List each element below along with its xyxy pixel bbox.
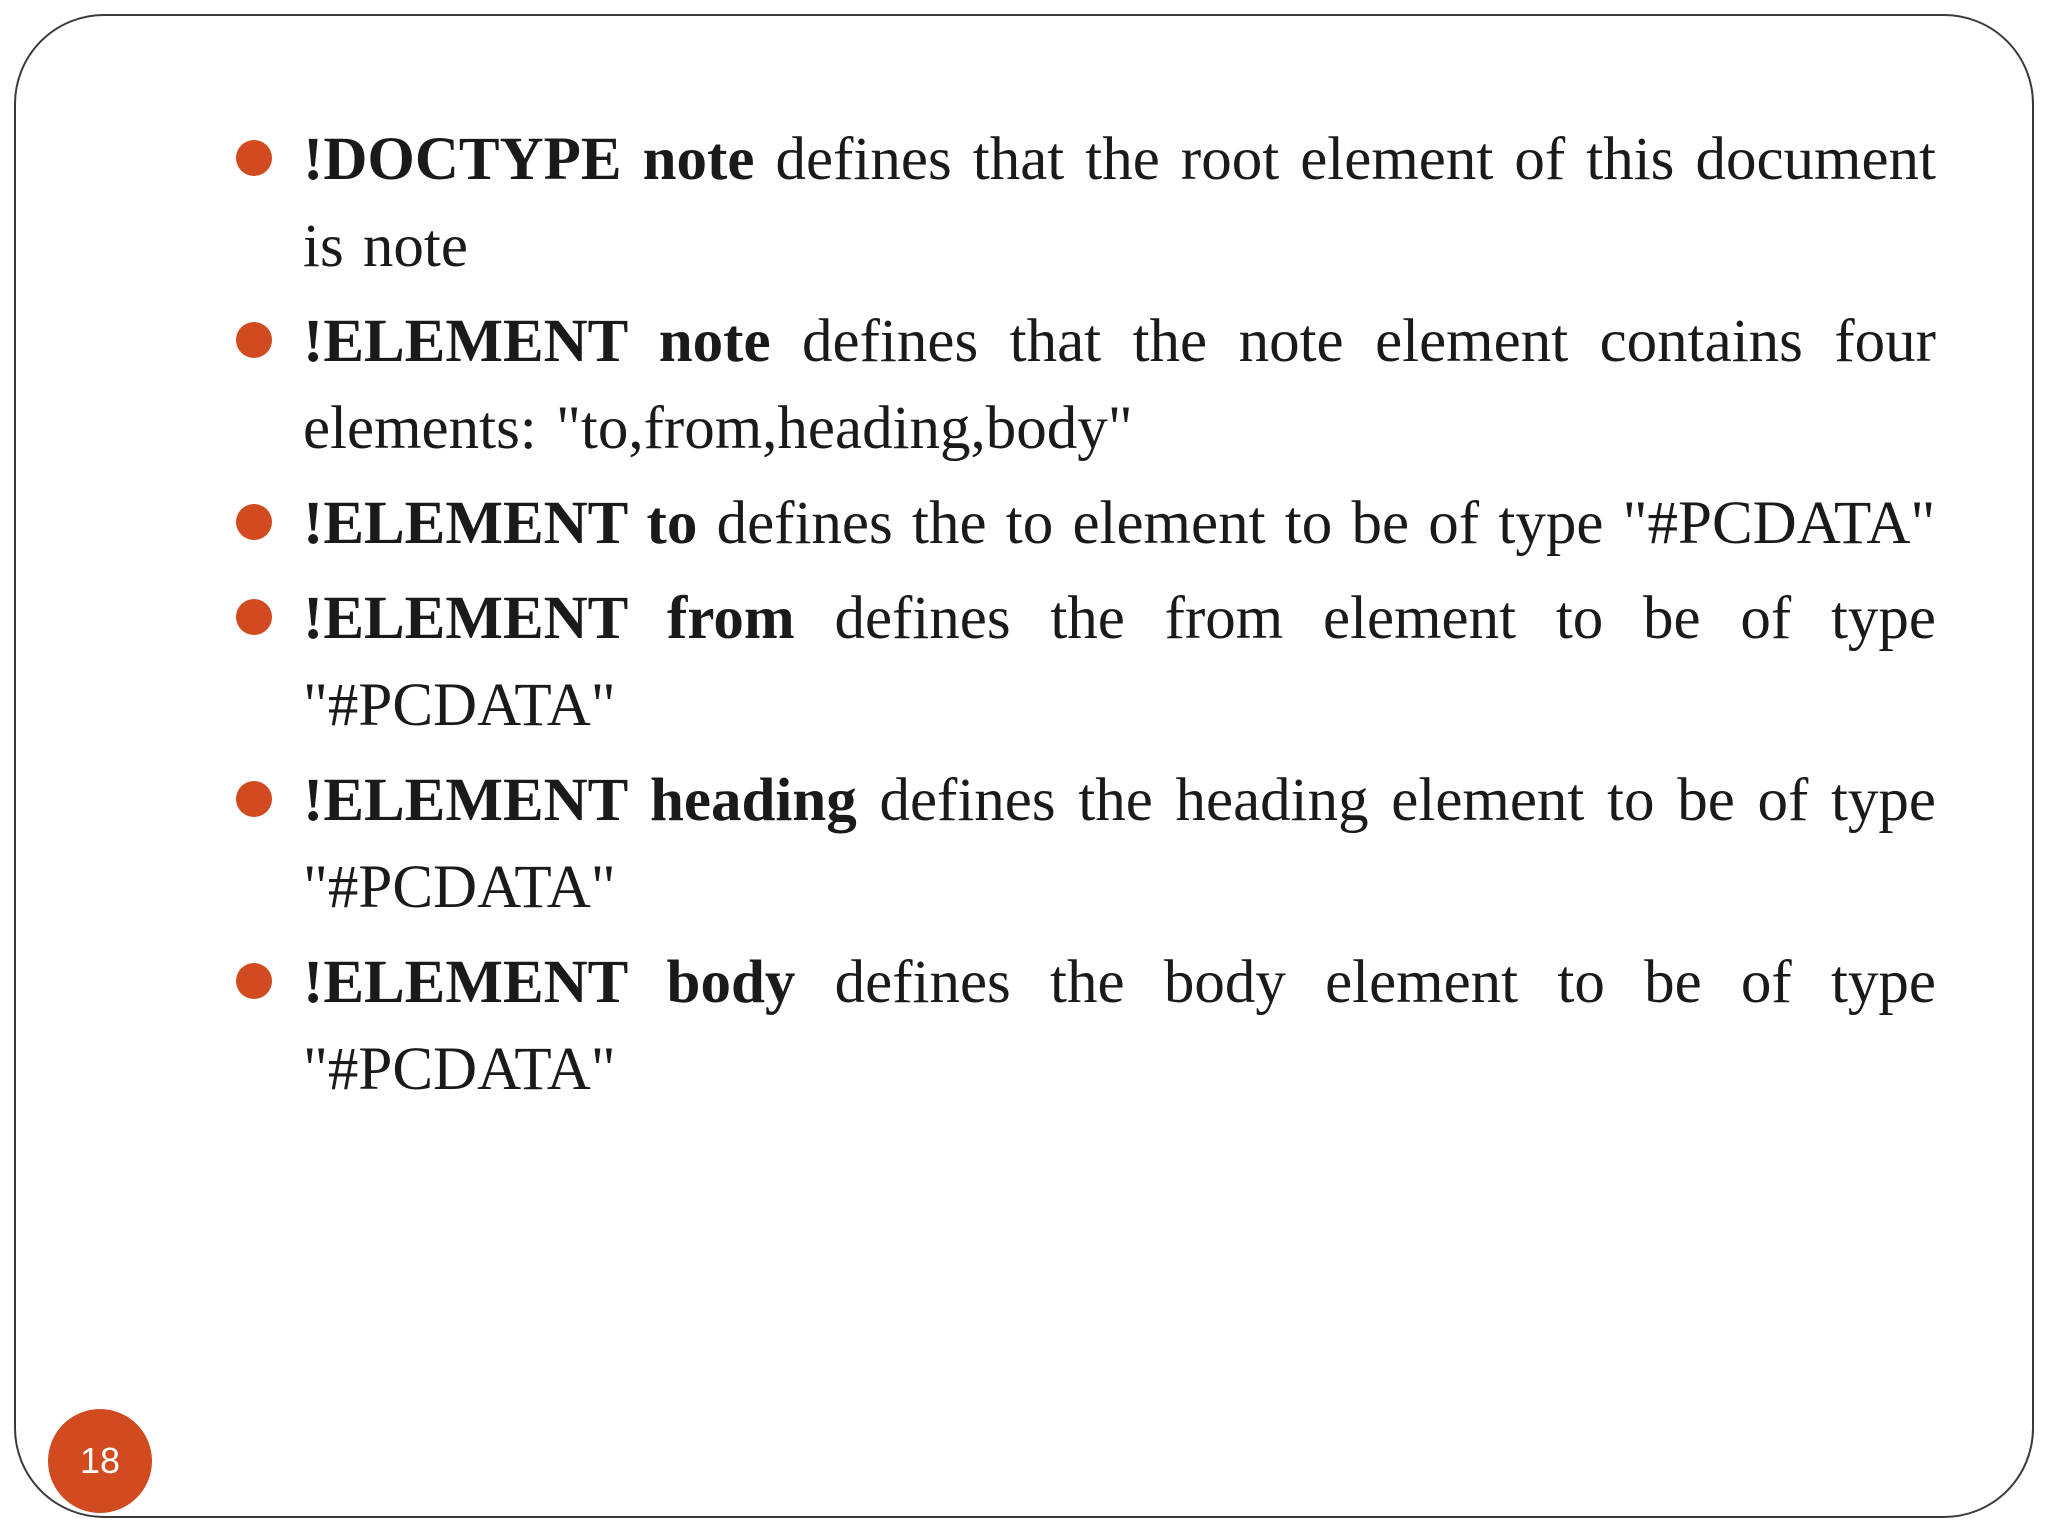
- bullet-description: defines that the note element contains four elements: "to,from,heading,body": [303, 308, 1936, 462]
- bullet-item: [236, 939, 1936, 1113]
- bullet-dot-icon: [236, 504, 272, 540]
- bullet-keyword: !ELEMENT heading: [303, 767, 857, 834]
- slide-frame: [14, 14, 2034, 1518]
- bullet-description: defines that the root element of this document is note: [303, 126, 1937, 280]
- bullet-text: [303, 480, 1936, 567]
- page-number-badge: 18: [48, 1409, 152, 1513]
- bullet-dot-icon: [236, 322, 272, 358]
- bullet-keyword: !ELEMENT body: [303, 949, 796, 1016]
- bullet-text: [303, 757, 1936, 931]
- bullet-description: defines the from element to be of type "#PCDATA": [303, 585, 1937, 739]
- bullet-item: [236, 757, 1936, 931]
- bullet-dot-icon: [236, 781, 272, 817]
- bullet-keyword: !ELEMENT note: [303, 308, 771, 375]
- bullet-keyword: !DOCTYPE note: [303, 126, 755, 193]
- bullet-item: [236, 298, 1936, 472]
- bullet-item: [236, 480, 1936, 567]
- bullet-text: [303, 116, 1936, 290]
- bullet-text: [303, 939, 1936, 1113]
- bullet-description: defines the body element to be of type "#PCDATA": [303, 949, 1937, 1103]
- bullet-item: [236, 116, 1936, 290]
- bullet-list: [236, 116, 1936, 1121]
- bullet-description: defines the to element to be of type "#PCDATA": [716, 490, 1936, 557]
- bullet-text: [303, 575, 1936, 749]
- bullet-dot-icon: [236, 599, 272, 635]
- bullet-keyword: !ELEMENT from: [303, 585, 795, 652]
- bullet-dot-icon: [236, 140, 272, 176]
- bullet-keyword: !ELEMENT to: [303, 490, 698, 557]
- bullet-dot-icon: [236, 963, 272, 999]
- bullet-text: [303, 298, 1936, 472]
- bullet-item: [236, 575, 1936, 749]
- bullet-description: defines the heading element to be of type "#PCDATA": [303, 767, 1937, 921]
